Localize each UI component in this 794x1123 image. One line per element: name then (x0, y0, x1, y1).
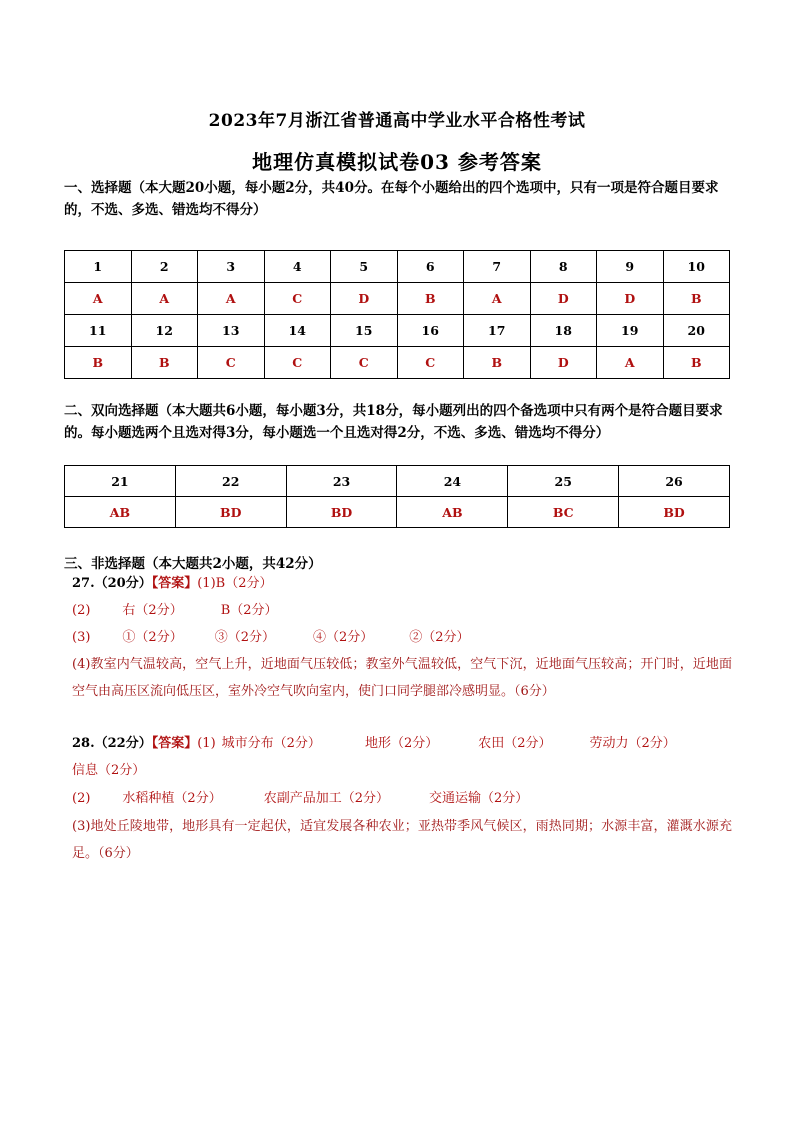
question-number: 7 (464, 251, 531, 283)
answer-cell: BD (619, 497, 730, 528)
question-number: 10 (663, 251, 730, 283)
answer-cell: AB (65, 497, 176, 528)
answer-cell: C (198, 347, 265, 379)
q27-part2-label: (2) (72, 603, 91, 618)
answer-cell: A (464, 283, 531, 315)
table-row (65, 315, 730, 347)
question-number: 15 (331, 315, 398, 347)
q27-part3-item: ②（2分） (409, 630, 470, 645)
answer-cell: A (131, 283, 198, 315)
answer-cell: B (131, 347, 198, 379)
section3-heading: 三、非选择题（本大题共2小题，共42分） (64, 556, 322, 572)
question-number: 13 (198, 315, 265, 347)
answer-cell: D (597, 283, 664, 315)
question-number: 18 (530, 315, 597, 347)
table-row (65, 251, 730, 283)
question-number: 12 (131, 315, 198, 347)
answer-cell: C (331, 347, 398, 379)
q27-part3-item: ④（2分） (312, 630, 374, 645)
answer-cell: A (198, 283, 265, 315)
q28-number: 28.（22分） (72, 736, 152, 751)
answer-cell: B (663, 347, 730, 379)
answer-cell: B (65, 347, 132, 379)
answer-cell: C (264, 347, 331, 379)
answer-cell: D (530, 283, 597, 315)
question-number: 1 (65, 251, 132, 283)
q28-part1-item: 农田（2分） (478, 736, 552, 751)
question-number: 20 (663, 315, 730, 347)
q28-line1 (72, 730, 732, 757)
section2-heading: 二、双向选择题（本大题共6小题，每小题3分，共18分，每小题列出的四个备选项中只有两个是符合题目要求的。每小题选两个且选对得3分，每小题选一个且选对得2分，不选、多选、错选均不得分） (64, 403, 723, 441)
q27-part3-label: (3) (72, 630, 91, 645)
section1-answer-table (64, 250, 730, 379)
table-row (65, 283, 730, 315)
q28-line2 (72, 757, 732, 784)
q28-part1-item: 信息（2分） (72, 763, 146, 778)
q27-part2-answer-b: B（2分） (220, 603, 278, 618)
question-number: 21 (65, 466, 176, 497)
answer-cell: C (264, 283, 331, 315)
q27-part1: (1)B（2分） (197, 576, 273, 591)
question-number: 14 (264, 315, 331, 347)
question-number: 6 (397, 251, 464, 283)
q28-part2-item: 农副产品加工（2分） (263, 791, 389, 806)
q27-part3-item: ①（2分） (122, 630, 183, 645)
q28-part1-item: 地形（2分） (364, 736, 439, 751)
section1-heading: 一、选择题（本大题20小题，每小题2分，共40分。在每个小题给出的四个选项中，只有一项是符合题目要求的，不选、多选、错选均不得分） (64, 180, 719, 218)
answer-cell: A (65, 283, 132, 315)
question-number: 22 (175, 466, 286, 497)
answer-cell: B (397, 283, 464, 315)
section2-answer-table (64, 465, 730, 528)
question-number: 24 (397, 466, 508, 497)
question-number: 11 (65, 315, 132, 347)
question-number: 26 (619, 466, 730, 497)
q27-number: 27.（20分） (72, 576, 152, 591)
answer-cell: B (464, 347, 531, 379)
answer-cell: D (331, 283, 398, 315)
q28-part1-item: 城市分布（2分） (221, 736, 321, 751)
answer-cell: BD (286, 497, 397, 528)
question-number: 5 (331, 251, 398, 283)
q28-part3: (3)地处丘陵地带，地形具有一定起伏，适宜发展各种农业；亚热带季风气候区，雨热同期；水源丰富，灌溉水源充足。（6分） (72, 819, 732, 861)
answer-cell: BD (175, 497, 286, 528)
question-number: 19 (597, 315, 664, 347)
question-number: 9 (597, 251, 664, 283)
table-row (65, 466, 730, 497)
question-number: 2 (131, 251, 198, 283)
table-row (65, 497, 730, 528)
answer-cell: AB (397, 497, 508, 528)
answer-cell: BC (508, 497, 619, 528)
question-number: 25 (508, 466, 619, 497)
q28-part2-item: 水稻种植（2分） (122, 791, 222, 806)
answer-cell: C (397, 347, 464, 379)
q28-part1-item: 劳动力（2分） (589, 736, 676, 751)
question-number: 17 (464, 315, 531, 347)
question-number: 4 (264, 251, 331, 283)
question-number: 16 (397, 315, 464, 347)
q28-part1-label: (1) (197, 736, 216, 751)
question-number: 23 (286, 466, 397, 497)
answer-cell: B (663, 283, 730, 315)
question-number: 8 (530, 251, 597, 283)
q27-part4: (4)教室内气温较高，空气上升，近地面气压较低；教室外气温较低，空气下沉，近地面气压较高；开门时，近地面空气由高压区流向低压区，室外冷空气吹向室内，使门口同学腿部冷感明显。（6分） (72, 657, 732, 699)
q27-answer-tag: 【答案】 (151, 576, 198, 591)
answer-cell: A (597, 347, 664, 379)
q27-part2-answer-a: 右（2分） (122, 603, 183, 618)
question-number: 3 (198, 251, 265, 283)
q28-line3 (72, 785, 732, 812)
answer-cell: D (530, 347, 597, 379)
exam-subtitle: 地理仿真模拟试卷03 参考答案 (252, 150, 542, 174)
q28-part2-label: (2) (72, 791, 91, 806)
q27-line3 (72, 624, 732, 651)
q27-line1 (72, 570, 732, 597)
q27-part3-item: ③（2分） (214, 630, 275, 645)
exam-title: 2023年7月浙江省普通高中学业水平合格性考试 (208, 111, 586, 131)
table-row (65, 347, 730, 379)
q28-part2-item: 交通运输（2分） (428, 791, 529, 806)
q28-answer-tag: 【答案】 (151, 736, 198, 751)
q27-line2 (72, 597, 732, 624)
